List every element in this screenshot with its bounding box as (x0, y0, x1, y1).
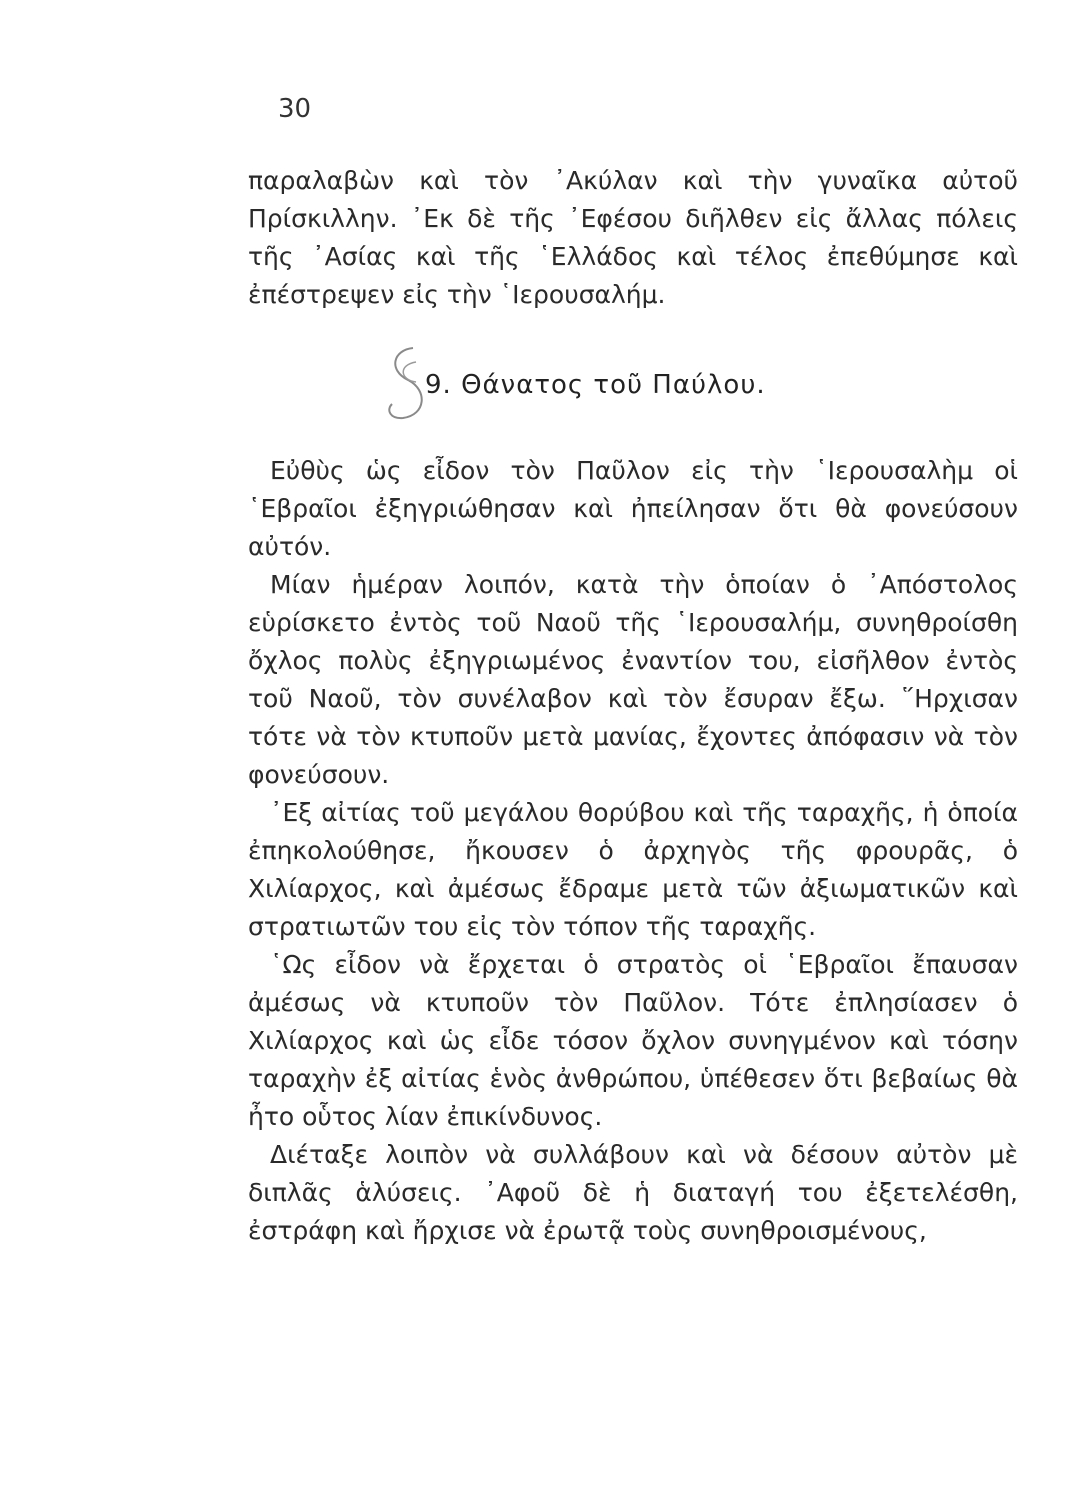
paragraph: Διέταξε λοιπὸν νὰ συλλάβουν καὶ νὰ δέσουν αὐτὸν μὲ διπλᾶς ἁλύσεις. ᾿Αφοῦ δὲ ἡ διαταγή του ἐξετελέσθη, ἐστράφη καὶ ἤρχισε νὰ ἐρωτᾷ τοὺς συνηθροισμένους, (248, 1140, 1018, 1245)
paragraph: Εὐθὺς ὡς εἶδον τὸν Παῦλον εἰς τὴν ῾Ιερουσαλὴμ οἱ ῾Εβραῖοι ἐξηγριώθησαν καὶ ἠπείλησαν ὅτι θὰ φονεύσουν αὐτόν. (248, 456, 1018, 561)
intro-paragraph-block (248, 162, 1018, 314)
paragraph: ῾Ως εἶδον νὰ ἔρχεται ὁ στρατὸς οἱ ῾Εβραῖοι ἔπαυσαν ἀμέσως νὰ κτυποῦν τὸν Παῦλον. Τότε ἐπλησίασεν ὁ Χιλίαρχος καὶ ὡς εἶδε τόσον ὄχλον συνηγμένον καὶ τόσην ταραχὴν ἐξ αἰτίας ἑνὸς ἀνθρώπου, ὑπέθεσεν ὅτι βεβαίως θὰ ἦτο οὗτος λίαν ἐπικίνδυνος. (248, 950, 1018, 1131)
intro-paragraph: παραλαβὼν καὶ τὸν ᾿Ακύλαν καὶ τὴν γυναῖκα αὐτοῦ Πρίσκιλλην. ᾿Εκ δὲ τῆς ᾿Εφέσου διῆλθεν εἰς ἄλλας πόλεις τῆς ᾿Ασίας καὶ τῆς ῾Ελλάδος καὶ τέλος ἐπεθύμησε καὶ ἐπέστρεψεν εἰς τὴν ῾Ιερουσαλήμ. (248, 166, 1018, 309)
page-number: 30 (278, 94, 312, 124)
paragraph: Μίαν ἡμέραν λοιπόν, κατὰ τὴν ὁποίαν ὁ ᾿Απόστολος εὑρίσκετο ἐντὸς τοῦ Ναοῦ τῆς ῾Ιερουσαλήμ, συνηθροίσθη ὄχλος πολὺς ἐξηγριωμένος ἐναντίον του, εἰσῆλθον ἐντὸς τοῦ Ναοῦ, τὸν συνέλαβον καὶ τὸν ἔσυραν ἔξω. ῞Ηρχισαν τότε νὰ τὸν κτυποῦν μετὰ μανίας, ἔχοντες ἀπόφασιν νὰ τὸν φονεύσουν. (248, 570, 1018, 789)
section-heading (425, 370, 766, 400)
body-text (248, 452, 1018, 1250)
section-number: 9. (425, 370, 452, 400)
section-title: Θάνατος τοῦ Παύλου. (461, 370, 766, 400)
paragraph: ᾿Εξ αἰτίας τοῦ μεγάλου θορύβου καὶ τῆς ταραχῆς, ἡ ὁποία ἐπηκολούθησε, ἤκουσεν ὁ ἀρχηγὸς τῆς φρουρᾶς, ὁ Χιλίαρχος, καὶ ἀμέσως ἔδραμε μετὰ τῶν ἀξιωματικῶν καὶ στρατιωτῶν του εἰς τὸν τόπον τῆς ταραχῆς. (248, 798, 1018, 941)
